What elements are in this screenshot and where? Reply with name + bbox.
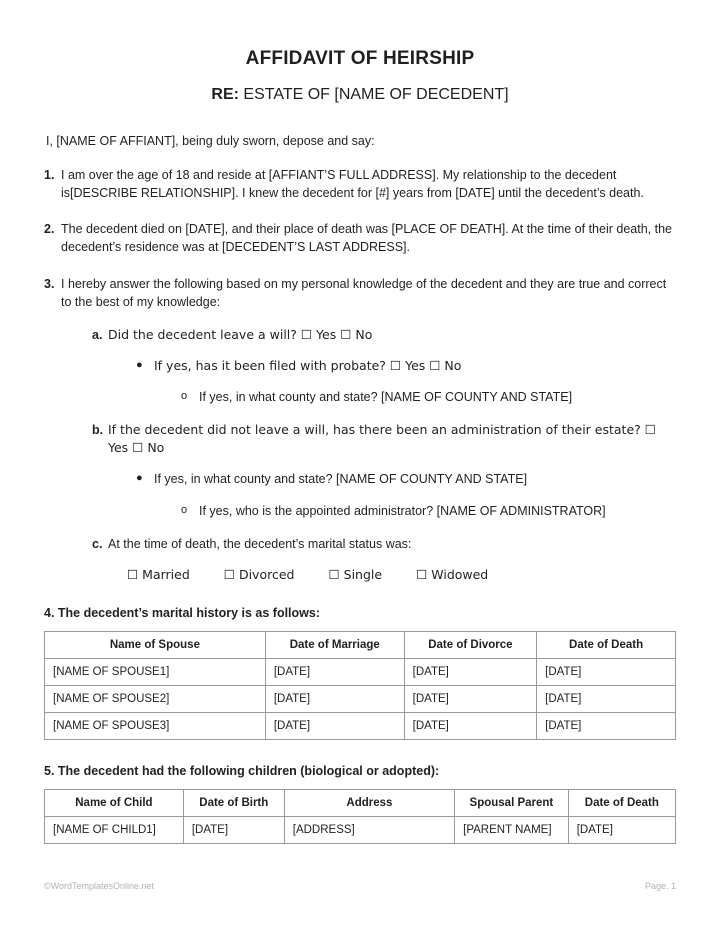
footer-copyright: ©WordTemplatesOnline.net bbox=[44, 881, 155, 891]
marital-status-options bbox=[127, 567, 676, 582]
item-number: 1. bbox=[44, 168, 55, 182]
cell-date-death: [DATE] bbox=[537, 658, 676, 685]
checkbox-single[interactable]: ☐ Single bbox=[328, 566, 383, 582]
item-text: I hereby answer the following based on my personal knowledge of the decedent and they are true and correct to the best of my knowledge: bbox=[61, 276, 667, 309]
item-text: I am over the age of 18 and reside at [AFFIANT’S FULL ADDRESS]. My relationship to the decedent is[DESCRIBE RELATIONSHIP]. I knew the decedent for [#] years from [DATE] until the decedent’s death. bbox=[61, 168, 644, 201]
column-header-spousal-parent: Spousal Parent bbox=[455, 789, 569, 816]
footer-page-number: Page. 1 bbox=[644, 881, 676, 891]
children-table bbox=[44, 789, 676, 844]
intro-paragraph: I, [NAME OF AFFIANT], being duly sworn, depose and say: bbox=[46, 134, 375, 148]
checkbox-widowed[interactable]: ☐ Widowed bbox=[416, 566, 489, 582]
page-subtitle bbox=[44, 86, 676, 104]
cell-date-divorce: [DATE] bbox=[404, 658, 537, 685]
cell-date-birth: [DATE] bbox=[183, 816, 284, 843]
section-5-heading: 5. The decedent had the following children (biological or adopted): bbox=[44, 763, 440, 778]
numbered-item-1 bbox=[44, 166, 676, 202]
cell-spouse-name: [NAME OF SPOUSE1] bbox=[45, 658, 266, 685]
sub-item-b bbox=[92, 421, 676, 457]
numbered-item-2 bbox=[44, 220, 676, 256]
sub-item-a bbox=[92, 326, 676, 344]
column-header-date-of-divorce: Date of Divorce bbox=[404, 631, 537, 658]
marital-history-table bbox=[44, 631, 676, 740]
bullet-text: If yes, has it been filed with probate? ☐ Yes ☐ No bbox=[154, 357, 462, 373]
sub-item-text: At the time of death, the decedent’s marital status was: bbox=[108, 536, 412, 551]
page-footer bbox=[44, 881, 676, 891]
cell-date-death: [DATE] bbox=[537, 685, 676, 712]
cell-address: [ADDRESS] bbox=[284, 816, 454, 843]
cell-child-name: [NAME OF CHILD1] bbox=[45, 816, 184, 843]
cell-date-marriage: [DATE] bbox=[265, 712, 404, 739]
cell-spouse-name: [NAME OF SPOUSE3] bbox=[45, 712, 266, 739]
circle-item-a1 bbox=[181, 388, 676, 406]
table-row bbox=[45, 685, 676, 712]
cell-date-marriage: [DATE] bbox=[265, 685, 404, 712]
cell-date-death: [DATE] bbox=[568, 816, 675, 843]
column-header-date-of-marriage: Date of Marriage bbox=[265, 631, 404, 658]
subtitle-prefix: RE: bbox=[211, 86, 239, 103]
circle-item-b1 bbox=[181, 502, 676, 520]
sub-item-c bbox=[92, 535, 676, 553]
table-header-row bbox=[45, 631, 676, 658]
column-header-date-of-death: Date of Death bbox=[537, 631, 676, 658]
table-row bbox=[45, 658, 676, 685]
checkbox-married[interactable]: ☐ Married bbox=[127, 566, 190, 582]
bullet-dot-icon: ● bbox=[136, 358, 143, 371]
page-title: AFFIDAVIT OF HEIRSHIP bbox=[245, 48, 475, 69]
sub-item-text: Did the decedent leave a will? ☐ Yes ☐ No bbox=[108, 326, 373, 342]
table-row bbox=[45, 712, 676, 739]
table-header-row bbox=[45, 789, 676, 816]
item-number: 2. bbox=[44, 222, 55, 237]
bullet-text: If yes, in what county and state? [NAME OF COUNTY AND STATE] bbox=[154, 472, 528, 487]
checkbox-divorced[interactable]: ☐ Divorced bbox=[223, 566, 295, 582]
column-header-date-of-death: Date of Death bbox=[568, 789, 675, 816]
column-header-date-of-birth: Date of Birth bbox=[183, 789, 284, 816]
cell-spousal-parent: [PARENT NAME] bbox=[455, 816, 569, 843]
column-header-name-of-spouse: Name of Spouse bbox=[45, 631, 266, 658]
circle-text: If yes, who is the appointed administrator? [NAME OF ADMINISTRATOR] bbox=[199, 503, 606, 518]
sub-item-text: If the decedent did not leave a will, has there been an administration of their estate? ☐ Yes ☐ No bbox=[108, 422, 656, 456]
column-header-name-of-child: Name of Child bbox=[45, 789, 184, 816]
cell-date-divorce: [DATE] bbox=[404, 712, 537, 739]
cell-date-marriage: [DATE] bbox=[265, 658, 404, 685]
section-4-heading: 4. The decedent’s marital history is as follows: bbox=[44, 605, 321, 620]
bullet-dot-icon: ● bbox=[136, 472, 143, 485]
cell-date-death: [DATE] bbox=[537, 712, 676, 739]
sub-item-label: c. bbox=[92, 536, 103, 551]
circle-dot-icon: o bbox=[181, 390, 188, 402]
cell-date-divorce: [DATE] bbox=[404, 685, 537, 712]
item-text: The decedent died on [DATE], and their place of death was [PLACE OF DEATH]. At the time of their death, the decedent’s residence was at [DECEDENT’S LAST ADDRESS]. bbox=[61, 222, 672, 255]
item-number: 3. bbox=[44, 276, 55, 291]
circle-dot-icon: o bbox=[181, 503, 188, 516]
bullet-item-b1 bbox=[136, 470, 676, 488]
sub-item-label: b. bbox=[92, 423, 104, 438]
numbered-item-3 bbox=[44, 275, 676, 311]
column-header-address: Address bbox=[284, 789, 454, 816]
subtitle-rest: ESTATE OF [NAME OF DECEDENT] bbox=[238, 86, 509, 103]
table-row bbox=[45, 816, 676, 843]
cell-spouse-name: [NAME OF SPOUSE2] bbox=[45, 685, 266, 712]
bullet-item-a1 bbox=[136, 357, 676, 375]
circle-text: If yes, in what county and state? [NAME OF COUNTY AND STATE] bbox=[199, 390, 573, 404]
sub-item-label: a. bbox=[92, 327, 103, 342]
